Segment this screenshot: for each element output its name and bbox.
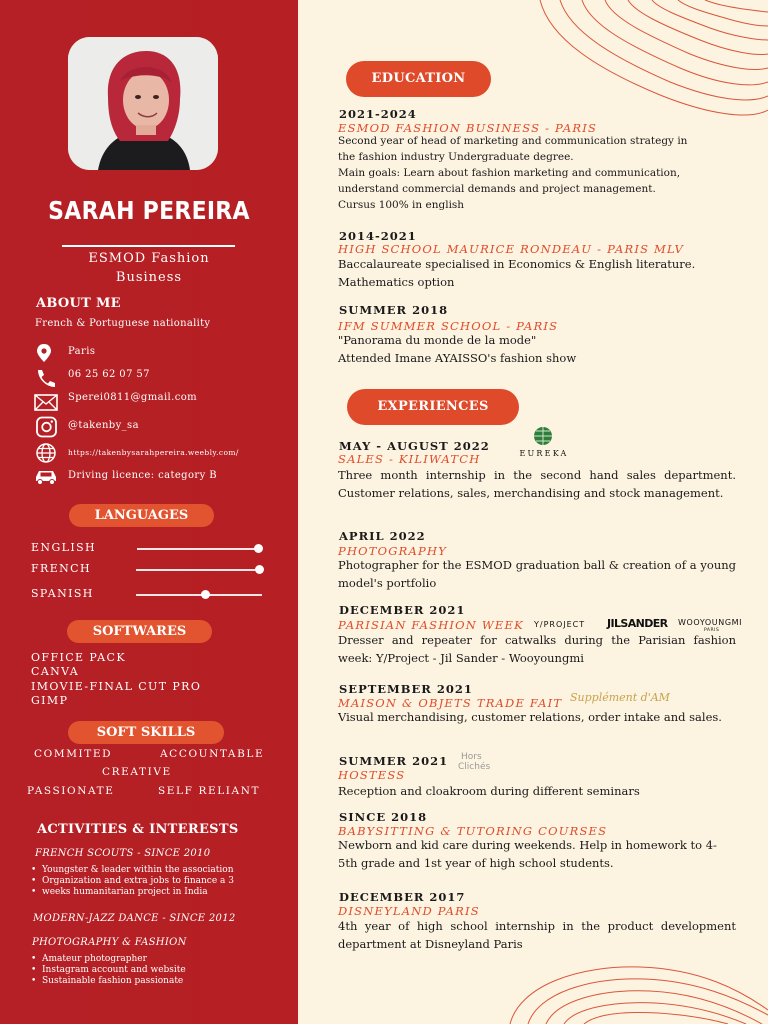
softwares-title: SOFTWARES	[67, 620, 212, 643]
list-item: • Organization and extra jobs to finance a 3	[31, 876, 234, 887]
software-item: IMOVIE-FINAL CUT PRO	[31, 680, 202, 693]
soft-skill: PASSIONATE	[27, 785, 115, 797]
experience-role: SALES - KILIWATCH	[338, 452, 481, 466]
education-date: 2014-2021	[339, 229, 417, 243]
education-school: ESMOD FASHION BUSINESS - PARIS	[338, 121, 598, 135]
education-school: IFM SUMMER SCHOOL - PARIS	[338, 319, 559, 333]
activity-dance: MODERN-JAZZ DANCE - SINCE 2012	[33, 913, 236, 924]
scouts-list	[31, 865, 234, 898]
activity-photography: PHOTOGRAPHY & FASHION	[32, 937, 187, 948]
experience-description: Dresser and repeater for catwalks during the Parisian fashion week: Y/Project - Jil Sander - Wooyoungmi	[338, 633, 736, 665]
location-pin-icon	[33, 342, 59, 364]
experience-date: DECEMBER 2021	[339, 603, 466, 617]
education-description	[338, 255, 736, 291]
language-level-dot	[254, 544, 263, 553]
education-title: EDUCATION	[346, 61, 491, 97]
hors-cliches-logo-line: Clichés	[458, 762, 491, 772]
software-item: GIMP	[31, 694, 69, 707]
description-line: Second year of head of marketing and communication strategy in	[338, 135, 688, 147]
description-line: Mathematics option	[338, 275, 455, 289]
list-item	[31, 887, 234, 898]
hors-cliches-logo	[458, 752, 490, 772]
language-level-bar	[136, 569, 262, 571]
experience-description: Newborn and kid care during weekends. Help in homework to 4-5th grade and 1st year of high school students.	[338, 838, 717, 870]
experiences-title: EXPERIENCES	[347, 389, 519, 425]
sidebar	[0, 0, 298, 1024]
experience-role: DISNEYLAND PARIS	[338, 904, 480, 918]
experience-role: MAISON & OBJETS TRADE FAIT	[338, 696, 563, 710]
education-date: SUMMER 2018	[339, 303, 449, 317]
topographic-lines-top	[520, 0, 768, 130]
contact-city: Paris	[68, 346, 96, 357]
profile-photo	[68, 37, 218, 170]
phone-icon	[33, 366, 59, 388]
experience-role: HOSTESS	[338, 768, 406, 782]
list-item-continuation: weeks humanitarian project in India	[42, 887, 208, 897]
experience-description: Visual merchandising, customer relations, order intake and sales.	[338, 710, 722, 724]
contact-instagram[interactable]: @takenby_sa	[68, 420, 139, 431]
language-level-bar	[137, 548, 262, 550]
contact-email[interactable]: Sperei0811@gmail.com	[68, 392, 198, 403]
education-description	[338, 331, 736, 367]
full-name: SARAH PEREIRA	[48, 196, 250, 225]
car-icon	[33, 466, 59, 488]
experience-date: SINCE 2018	[339, 810, 428, 824]
soft-skill: CREATIVE	[102, 766, 172, 778]
language-level-bar	[136, 594, 262, 596]
experience-role: PHOTOGRAPHY	[338, 544, 448, 558]
eureka-logo	[512, 426, 576, 466]
experience-date: DECEMBER 2017	[339, 890, 466, 904]
subtitle-line-1: ESMOD Fashion	[88, 251, 210, 266]
hors-cliches-logo-line: Hors	[461, 752, 482, 762]
language-level-dot	[201, 590, 210, 599]
activity-scouts: FRENCH SCOUTS - SINCE 2010	[35, 848, 211, 859]
software-item: OFFICE PACK	[31, 651, 126, 664]
activities-title: ACTIVITIES & INTERESTS	[37, 822, 239, 837]
wooyoungmi-logo: WOOYOUNGMI	[678, 618, 743, 627]
eureka-logo-text: EUREKA	[519, 449, 569, 458]
driving-licence: Driving licence: category B	[68, 470, 217, 481]
name-divider	[62, 245, 235, 247]
education-date: 2021-2024	[339, 107, 417, 121]
experience-description: Photographer for the ESMOD graduation ball & creation of a young model's portfolio	[338, 558, 736, 590]
soft-skill: SELF RELIANT	[158, 785, 261, 797]
education-school: HIGH SCHOOL MAURICE RONDEAU - PARIS MLV	[338, 242, 684, 256]
experience-description: 4th year of high school internship in the product development department at Disneyland Paris	[338, 919, 736, 951]
languages-title: LANGUAGES	[69, 504, 214, 527]
instagram-icon	[33, 416, 59, 438]
language-label: SPANISH	[31, 587, 94, 600]
nationality: French & Portuguese nationality	[35, 318, 211, 329]
list-item: • Amateur photographer	[31, 954, 186, 965]
yproject-logo: Y/PROJECT	[534, 620, 586, 629]
language-level-dot	[255, 565, 264, 574]
envelope-icon	[33, 391, 59, 413]
language-label: ENGLISH	[31, 541, 97, 554]
list-item: • Sustainable fashion passionate	[31, 976, 186, 987]
about-title: ABOUT ME	[36, 296, 121, 311]
photography-list	[31, 954, 186, 987]
description-line: understand commercial demands and project management.	[338, 183, 656, 195]
soft-skills-title: SOFT SKILLS	[68, 721, 224, 744]
soft-skill: COMMITED	[34, 748, 113, 760]
experience-role: BABYSITTING & TUTORING COURSES	[338, 824, 608, 838]
experience-date: APRIL 2022	[339, 529, 426, 543]
experience-description: Three month internship in the second hand sales department. Customer relations, sales, merchandising and stock management.	[338, 468, 736, 500]
supplement-dam-logo: Supplément d'AM	[570, 691, 670, 704]
experience-date: SUMMER 2021	[339, 754, 449, 768]
software-item: CANVA	[31, 665, 80, 678]
description-line: Main goals: Learn about fashion marketing and communication,	[338, 167, 681, 179]
list-item: • Youngster & leader within the association	[31, 865, 234, 876]
profile-subtitle	[60, 249, 238, 287]
experience-description: Reception and cloakroom during different seminars	[338, 784, 640, 798]
contact-website[interactable]: https://takenbysarahpereira.weebly.com/	[68, 448, 239, 457]
contact-phone: 06 25 62 07 57	[68, 369, 150, 380]
language-label: FRENCH	[31, 562, 91, 575]
topographic-lines-bottom	[500, 955, 768, 1024]
globe-icon	[33, 442, 59, 464]
description-line: Attended Imane AYAISSO's fashion show	[338, 351, 577, 365]
description-line: Cursus 100% in english	[338, 199, 465, 211]
subtitle-line-2: Business	[115, 270, 183, 285]
experience-date: MAY - AUGUST 2022	[339, 439, 490, 453]
wooyoungmi-paris-logo: PARIS	[704, 628, 720, 633]
soft-skill: ACCOUNTABLE	[160, 748, 265, 760]
list-item: • Instagram account and website	[31, 965, 186, 976]
experience-date: SEPTEMBER 2021	[339, 682, 473, 696]
experience-role: PARISIAN FASHION WEEK	[338, 618, 524, 632]
jilsander-logo: JILSANDER	[607, 617, 668, 630]
description-line: the fashion industry Undergraduate degree.	[338, 151, 574, 163]
education-description	[338, 133, 736, 213]
description-line: "Panorama du monde de la mode"	[338, 333, 537, 347]
description-line: Baccalaureate specialised in Economics & English literature.	[338, 257, 696, 271]
